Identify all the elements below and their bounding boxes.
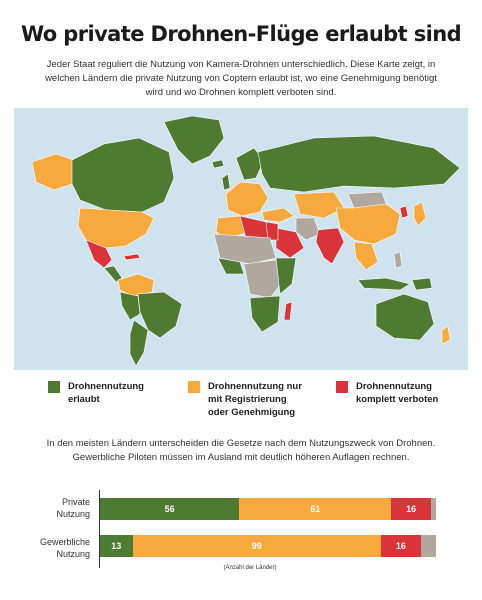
legend-label: komplett verboten — [356, 394, 439, 405]
indonesia — [358, 278, 410, 290]
central-asia — [294, 192, 344, 218]
bar-row-private — [100, 498, 436, 520]
legend-label: Drohnennutzung nur — [208, 381, 302, 392]
new-zealand — [442, 326, 450, 344]
legend-swatch-allowed — [48, 381, 60, 393]
legend-item-allowed — [48, 380, 188, 406]
china — [336, 204, 400, 244]
legend-label: Drohnennutzung — [356, 381, 432, 392]
egypt — [266, 222, 278, 240]
madagascar — [284, 302, 292, 320]
category-label: Private Nutzung — [56, 497, 90, 519]
greenland — [164, 116, 224, 164]
legend-label: oder Genehmigung — [208, 407, 296, 418]
uk — [222, 174, 230, 190]
bar-segment — [431, 498, 436, 520]
bar-row-commercial — [100, 535, 436, 557]
bar-segment: 56 — [100, 498, 239, 520]
note-text: In den meisten Ländern unterscheiden die Gesetze nach dem Nutzungszweck von Drohnen. Gewerbliche Piloten müssen im Ausland mit deutlich höheren Auflagen rechnen. — [46, 438, 436, 463]
bar-segment: 16 — [391, 498, 431, 520]
europe — [226, 182, 268, 216]
legend-label: mit Registrierung — [208, 394, 287, 405]
iran — [296, 218, 320, 240]
russia — [258, 136, 460, 192]
legend-label: Drohnennutzung — [68, 381, 144, 392]
peru — [120, 292, 140, 320]
legend-swatch-permit — [188, 381, 200, 393]
legend-item-permit — [188, 380, 328, 419]
legend-label: erlaubt — [68, 394, 100, 405]
canada — [72, 138, 174, 212]
alaska — [32, 154, 74, 190]
argentina — [130, 320, 148, 366]
legend-item-banned — [336, 380, 476, 406]
japan — [414, 202, 426, 226]
caribbean — [124, 254, 140, 260]
turkey — [262, 208, 294, 222]
korea — [400, 206, 408, 218]
australia — [376, 294, 434, 340]
philippines — [394, 252, 402, 268]
axis-label: (Anzahl der Länder) — [223, 565, 277, 571]
bar-segment: 13 — [100, 535, 133, 557]
southern-africa — [250, 296, 280, 332]
page-title: Wo private Drohnen-Flüge erlaubt sind — [20, 22, 462, 46]
papua — [412, 278, 432, 290]
bar-segment: 99 — [133, 535, 381, 557]
world-map — [14, 108, 468, 370]
east-africa — [276, 258, 296, 294]
bar-segment: 16 — [381, 535, 421, 557]
iceland — [212, 160, 224, 168]
bar-segment: 61 — [239, 498, 391, 520]
bar-segment — [421, 535, 436, 557]
intro-text: Jeder Staat reguliert die Nutzung von Kamera-Drohnen unterschiedlich. Diese Karte zeigt, in welchen Ländern die private Nutzung von Coptern erlaubt ist, wo eine Genehmigung benötigt wird und wo Drohnen komplett verboten sind. — [45, 59, 437, 98]
southeast-asia — [354, 242, 378, 270]
category-label: Gewerbliche Nutzung — [39, 537, 90, 559]
india — [316, 228, 344, 264]
legend-swatch-banned — [336, 381, 348, 393]
